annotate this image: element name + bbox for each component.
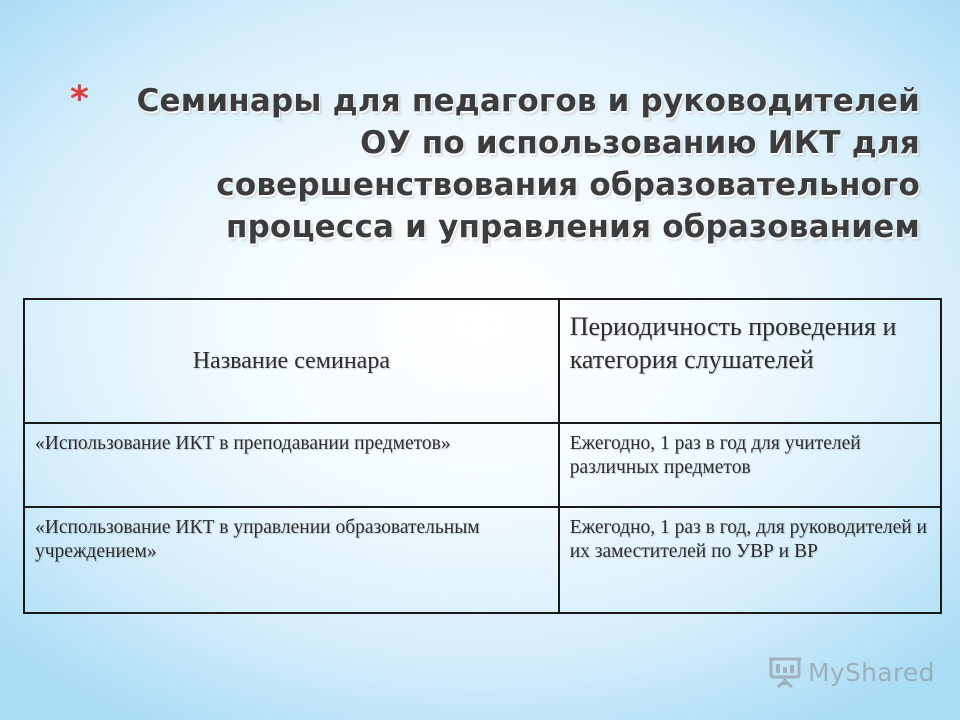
- presentation-board-icon: [768, 655, 802, 689]
- seminars-table: [23, 298, 942, 614]
- seminar-name-cell: «Использование ИКТ в преподавании предметов»: [24, 423, 559, 507]
- slide-title: Семинары для педагогов и руководителей ОУ по использованию ИКТ для совершенствования образовательного процесса и управления образованием: [136, 83, 920, 245]
- frequency-cell: Ежегодно, 1 раз в год, для руководителей и их заместителей по УВР и ВР: [559, 507, 941, 613]
- seminar-name-cell: «Использование ИКТ в управлении образовательным учреждением»: [24, 507, 559, 613]
- table-header-row: [24, 299, 941, 423]
- bullet-star-icon: *: [70, 79, 89, 120]
- frequency-cell: Ежегодно, 1 раз в год для учителей различных предметов: [559, 423, 941, 507]
- header-seminar-name: Название семинара: [24, 299, 559, 423]
- watermark-text: MyShared: [808, 657, 935, 687]
- table-row: [24, 507, 941, 613]
- header-frequency: Периодичность проведения и категория слушателей: [559, 299, 941, 423]
- table-row: [24, 423, 941, 507]
- watermark: [768, 654, 935, 690]
- title-block: [70, 80, 920, 248]
